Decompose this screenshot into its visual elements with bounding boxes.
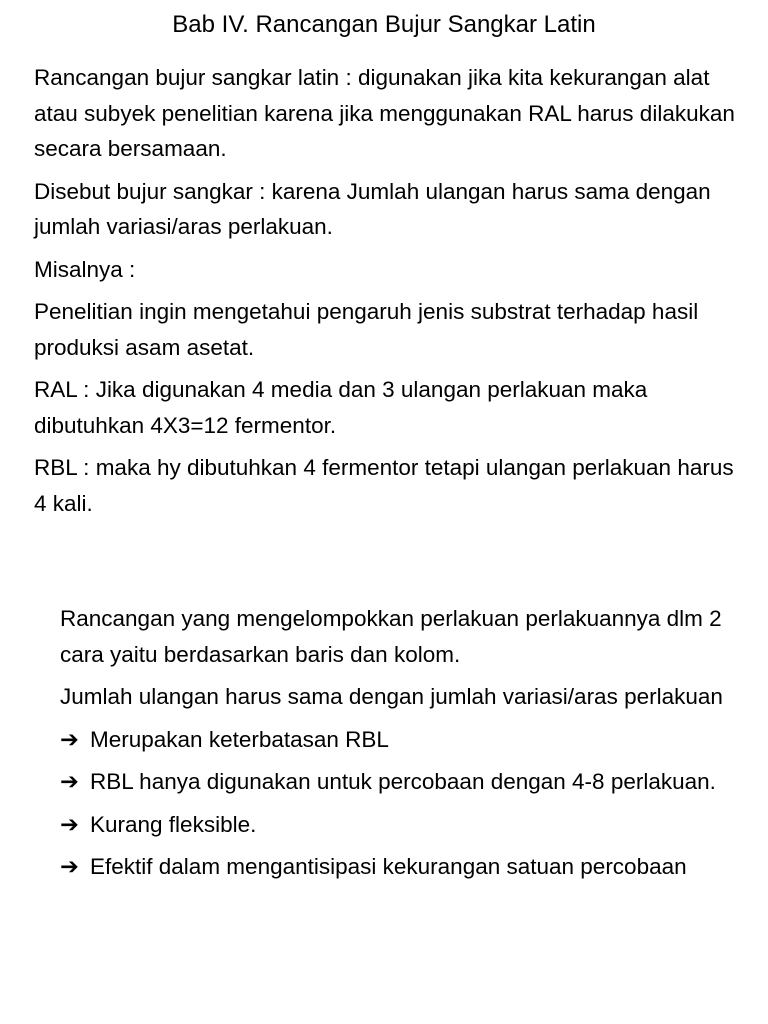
bullet-item bbox=[60, 722, 750, 758]
paragraph-ral: RAL : Jika digunakan 4 media dan 3 ulangan perlakuan maka dibutuhkan 4X3=12 fermentor. bbox=[34, 377, 648, 438]
bullet-text: Merupakan keterbatasan RBL bbox=[90, 726, 389, 752]
bullet-item bbox=[60, 764, 750, 800]
arrow-right-icon: ➔ bbox=[60, 854, 79, 879]
paragraph-grouping: Rancangan yang mengelompokkan perlakuan perlakuannya dlm 2 cara yaitu berdasarkan baris dan kolom. bbox=[60, 606, 722, 667]
bullet-text: Kurang fleksible. bbox=[90, 811, 257, 837]
arrow-right-icon: ➔ bbox=[60, 769, 79, 794]
bullet-item bbox=[60, 849, 750, 885]
intro-section bbox=[34, 60, 746, 528]
summary-section bbox=[60, 601, 750, 892]
bullet-item bbox=[60, 807, 750, 843]
paragraph-rbl: RBL : maka hy dibutuhkan 4 fermentor tetapi ulangan perlakuan harus 4 kali. bbox=[34, 455, 734, 516]
bullet-text: RBL hanya digunakan untuk percobaan dengan 4-8 perlakuan. bbox=[90, 769, 716, 794]
bullet-text: Efektif dalam mengantisipasi kekurangan satuan percobaan bbox=[90, 854, 687, 879]
paragraph-reason: Disebut bujur sangkar : karena Jumlah ulangan harus sama dengan jumlah variasi/aras perlakuan. bbox=[34, 178, 711, 239]
paragraph-replication: Jumlah ulangan harus sama dengan jumlah variasi/aras perlakuan bbox=[60, 684, 723, 709]
page-title: Bab IV. Rancangan Bujur Sangkar Latin bbox=[172, 11, 596, 38]
paragraph-example-label: Misalnya : bbox=[34, 256, 136, 282]
paragraph-example: Penelitian ingin mengetahui pengaruh jenis substrat terhadap hasil produksi asam asetat. bbox=[34, 299, 699, 360]
bullet-list bbox=[60, 722, 750, 885]
arrow-right-icon: ➔ bbox=[60, 726, 79, 752]
arrow-right-icon: ➔ bbox=[60, 811, 79, 837]
paragraph-definition: Rancangan bujur sangkar latin : digunakan jika kita kekurangan alat atau subyek penelitian karena jika menggunakan RAL harus dilakukan secara bersamaan. bbox=[34, 65, 735, 161]
